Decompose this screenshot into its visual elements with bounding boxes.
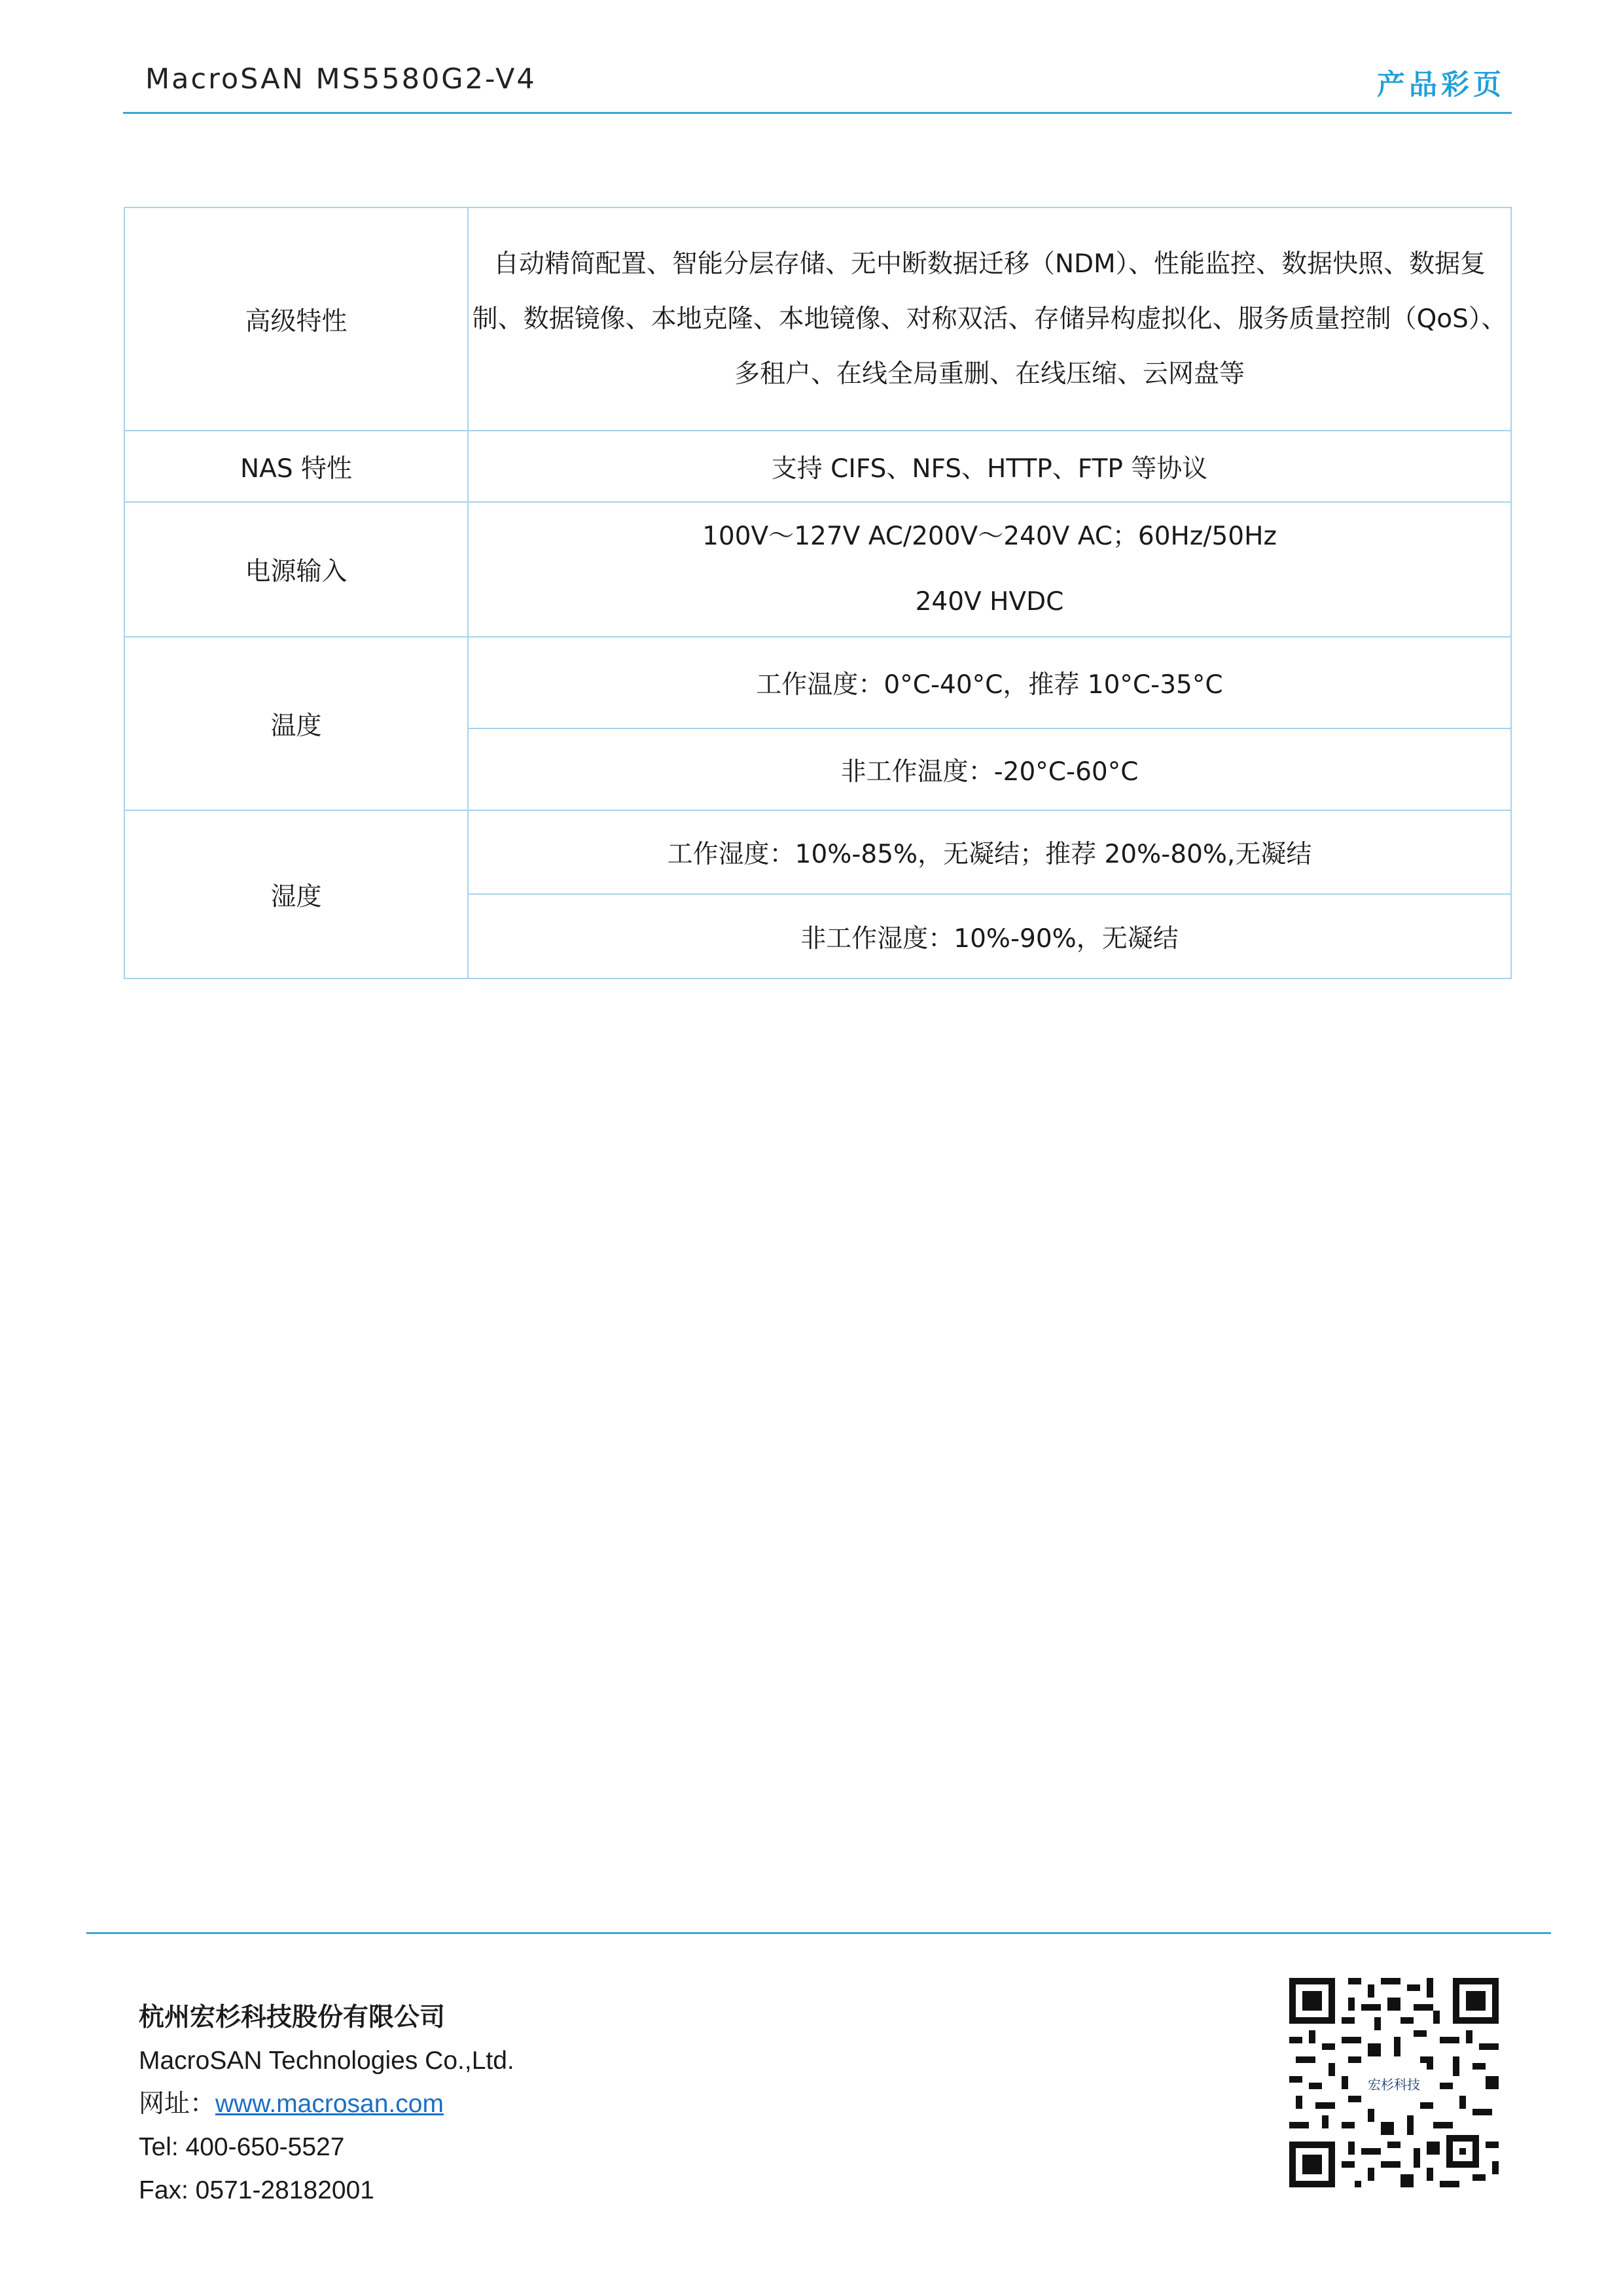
product-name: MacroSAN MS5580G2-V4 [145, 63, 537, 96]
qr-code-icon [1289, 1978, 1499, 2187]
row-label-advanced: 高级特性 [124, 207, 468, 431]
website-line [139, 2083, 514, 2126]
qr-logo-text: 宏杉科技 [1368, 2077, 1420, 2092]
doc-type-label: 产品彩页 [1377, 69, 1505, 101]
power-line-1: 100V～127V AC/200V～240V AC；60Hz/50Hz [702, 522, 1277, 551]
tel-line: Tel: 400-650-5527 [139, 2133, 345, 2161]
company-name-cn: 杭州宏杉科技股份有限公司 [139, 2003, 446, 2032]
row-label-temperature: 温度 [124, 637, 468, 810]
website-label: 网址： [139, 2090, 216, 2118]
spec-table [124, 207, 1512, 979]
website-link[interactable]: www.macrosan.com [215, 2090, 444, 2118]
row-value-nas: 支持 CIFS、NFS、HTTP、FTP 等协议 [468, 431, 1511, 502]
table-row-advanced [124, 207, 1511, 431]
temp-operating: 工作温度：0°C-40°C，推荐 10°C-35°C [468, 637, 1511, 728]
fax-line: Fax: 0571-28182001 [139, 2176, 374, 2204]
humidity-non-operating: 非工作湿度：10%-90%，无凝结 [468, 894, 1511, 978]
company-name-en: MacroSAN Technologies Co.,Ltd. [139, 2047, 514, 2075]
row-label-power: 电源输入 [124, 502, 468, 637]
table-row-temp-operating [124, 637, 1511, 728]
row-label-humidity: 湿度 [124, 810, 468, 978]
humidity-operating: 工作湿度：10%-85%，无凝结；推荐 20%-80%,无凝结 [468, 810, 1511, 894]
table-row-power [124, 502, 1511, 637]
temp-non-operating: 非工作温度：-20°C-60°C [468, 728, 1511, 810]
header-divider [123, 112, 1512, 114]
row-value-power [468, 502, 1511, 637]
power-line-2: 240V HVDC [915, 587, 1064, 617]
footer-divider [86, 1932, 1551, 1934]
company-contact [139, 1996, 514, 2212]
table-row-humidity-operating [124, 810, 1511, 894]
table-row-nas [124, 431, 1511, 502]
row-label-nas: NAS 特性 [124, 431, 468, 502]
row-value-advanced: 自动精简配置、智能分层存储、无中断数据迁移（NDM）、性能监控、数据快照、数据复制、数据镜像、本地克隆、本地镜像、对称双活、存储异构虚拟化、服务质量控制（QoS）、多租户、在线全局重删、在线压缩、云网盘等 [468, 207, 1511, 431]
